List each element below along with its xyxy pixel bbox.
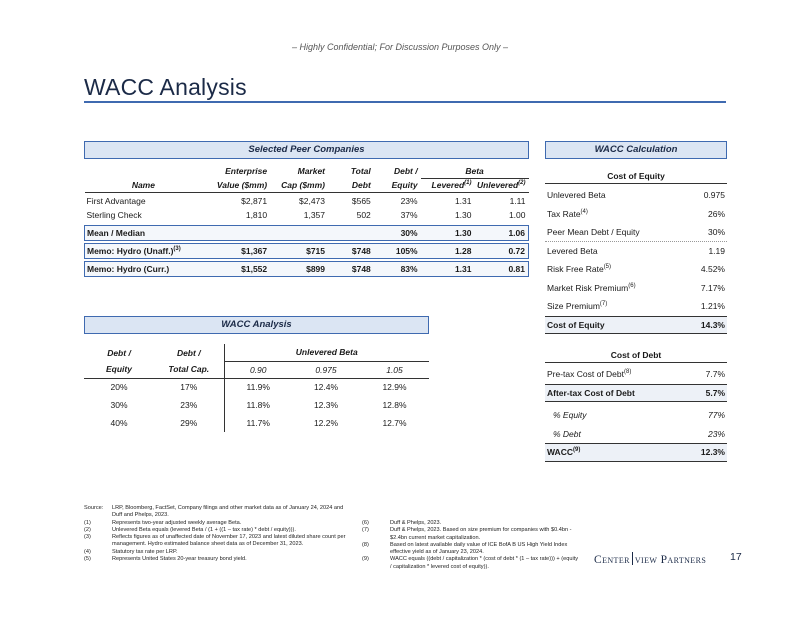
aftertax-cost-of-debt: After-tax Cost of Debt 5.7% [545,384,727,403]
table-row: Sterling Check 1,810 1,357 502 37% 1.30 1.00 [86,209,526,220]
footnote: (3) Reflects figures as of unaffected date of November 17, 2023 and latest diluted share count per management. Hydro estimated balance sheet data as of December 31, 2023. [84,534,346,548]
footnotes-right [362,520,580,571]
footnote: (7) Duff & Phelps, 2023. Based on size premium for companies with $0.4bn - $2.4bn current market capitalization. [362,527,572,541]
memo-current-row: Memo: Hydro (Curr.) $1,552 $899 $748 83% 1.31 0.81 [85,261,529,276]
table-row: 40% 29% 11.7% 12.2% 12.7% [84,414,429,432]
name-header: Name [85,178,203,192]
beta-col-2: 0.975 [292,361,360,378]
calc-row-unlevered-beta: Unlevered Beta 0.975 [547,190,725,201]
source-note: Source: LRP, Bloomberg, FactSet, Company filings and other market data as of January 24, 2024 and Duff and Phelps, 2023. [84,505,344,519]
calc-row-pretax-debt: Pre-tax Cost of Debt$^{(8)}$ 7.7% [547,369,725,380]
table-row: First Advantage $2,871 $2,473 $565 23% 1.31 1.11 [86,195,526,206]
table-row: 20% 17% 11.9% 12.4% 12.9% [84,378,429,396]
debt-cap-header: Total Cap. [154,361,224,378]
wacc-total: WACC$^{(9)}$ 12.3% [545,443,727,462]
footnote: (8) Based on latest available daily value of ICE BofA B US High Yield Index effective yield as of January 23, 2024. [362,541,568,556]
wacc-sensitivity-banner: WACC Analysis [84,316,429,334]
wacc-sensitivity-table [84,344,429,432]
title-rule [84,101,726,103]
footnote: (1) Represents two-year adjusted weekly average Beta. [84,519,242,526]
mc-header: Cap ($mm) [270,178,328,192]
footnote: (2) Unlevered Beta equals (levered Beta / (1 + ((1 – tax rate) * debt / equity))). [84,526,296,533]
unlevered-header: Unlevered$^{(2)}$ [474,178,528,192]
calc-row-pct-debt: % Debt 23% [553,428,725,439]
levered-header: Levered$^{(1)}$ [421,178,475,192]
footnote: (4) Statutory tax rate per LRP. [84,548,178,555]
debt-equity-header-top: Debt / [107,347,131,358]
footnote: (5) Represents United States 20-year treasury bond yield. [84,556,247,563]
cost-of-equity-total: Cost of Equity 14.3% [545,316,727,335]
peer-banner: Selected Peer Companies [84,141,529,159]
wacc-calc-banner: WACC Calculation [545,141,727,159]
cost-of-debt-title: Cost of Debt [545,350,727,363]
debt-equity-header: Equity [84,361,154,378]
de-header: Equity [374,178,421,192]
de-header-top: Debt / [393,166,418,176]
td-header: Debt [328,178,374,192]
ev-header: Value ($mm) [202,178,270,192]
calc-row-levered-beta: Levered Beta 1.19 [547,245,725,256]
unlevered-beta-header: Unlevered Beta [224,344,429,361]
calc-row-peer-de: Peer Mean Debt / Equity 30% [545,223,727,242]
memo-unaffected-row: Memo: Hydro (Unaff.)$^{(3)}$ $1,367 $715 $748 105% 1.28 0.72 [85,243,529,258]
mc-header-top: Market [297,166,326,176]
page-number: 17 [730,551,742,563]
calc-row-risk-free: Risk Free Rate$^{(5)}$ 4.52% [547,264,725,275]
table-row: 30% 23% 11.8% 12.3% 12.8% [84,396,429,414]
confidential-notice: – Highly Confidential; For Discussion Purposes Only – [291,42,509,52]
calc-row-size-premium: Size Premium$^{(7)}$ 1.21% [547,301,725,312]
beta-col-3: 1.05 [360,361,429,378]
mean-median-row: Mean / Median 30% 1.30 1.06 [85,225,529,240]
calc-row-mrp: Market Risk Premium$^{(6)}$ 7.17% [547,282,725,293]
company-logo: Center view Partners [594,554,707,566]
page-title: WACC Analysis [84,74,247,100]
footnote: (6) Duff & Phelps, 2023. [362,520,442,526]
calc-row-pct-equity: % Equity 77% [553,410,725,421]
wacc-calc-panel [545,167,727,462]
ev-header-top: Enterprise [225,166,268,176]
footnote: (9) WACC equals ((debt / capitalization * (cost of debt * (1 – tax rate))) + (equity / capitalization * levered cost of equity)). [362,556,579,570]
cost-of-equity-title: Cost of Equity [545,171,727,184]
beta-header: Beta [421,164,529,178]
calc-row-tax-rate: Tax Rate$^{(4)}$ 26% [547,208,725,219]
footnotes-left [84,505,354,563]
peer-table [84,164,529,277]
beta-col-1: 0.90 [224,361,292,378]
debt-cap-header-top: Debt / [176,347,201,358]
td-header-top: Total [350,166,371,176]
